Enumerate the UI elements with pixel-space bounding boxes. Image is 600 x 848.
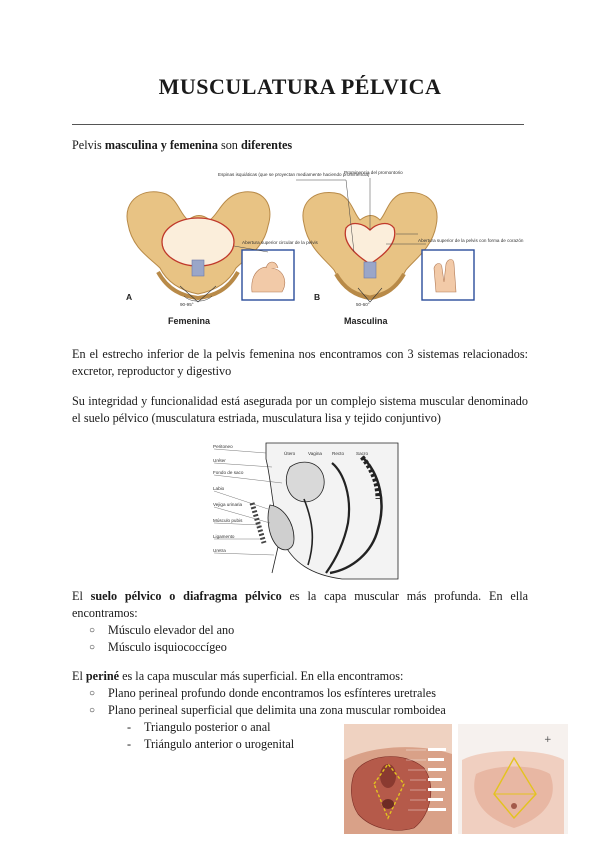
perineum-surface-diagram xyxy=(458,724,568,834)
bullet-symbol: ○ xyxy=(89,705,96,716)
list-item-text: Músculo isquiococcígeo xyxy=(108,640,227,654)
paragraph-integridad: Su integridad y funcionalidad está asegurada por un complejo sistema muscular denominado el suelo pélvico (musculatura estriada, musculatura lisa y tejido conjuntivo) xyxy=(72,394,528,425)
sagittal-section-figure xyxy=(212,443,398,583)
figure-label-b: B xyxy=(314,292,321,302)
pelvis-illustration xyxy=(118,164,524,334)
para3-suffix: es la capa muscular más profunda. En ella encontramos: xyxy=(72,589,528,620)
intro-prefix: Pelvis xyxy=(72,138,105,152)
list-item xyxy=(86,622,506,639)
para4-prefix: El xyxy=(72,669,86,683)
label-ureter: Uréter xyxy=(213,458,226,463)
female-angle-label: 90-95° xyxy=(180,302,194,307)
bullet-symbol: ○ xyxy=(89,688,96,699)
bullet-symbol: ○ xyxy=(89,642,96,653)
male-angle-label: 50-60° xyxy=(356,302,370,307)
label-vejiga: Vejiga urinaria xyxy=(213,502,243,507)
dash-symbol: - xyxy=(127,737,132,751)
label-ligamento: Ligamento xyxy=(213,534,235,539)
list-item-text: Músculo elevador del ano xyxy=(108,623,235,637)
pelvis-comparison-figure xyxy=(118,164,524,334)
sublist-item-text: Triángulo anterior o urogenital xyxy=(144,737,295,751)
sublist-item-text: Triangulo posterior o anal xyxy=(144,720,271,734)
list-item-text: Plano perineal profundo donde encontramos los esfínteres uretrales xyxy=(108,686,436,700)
list-item xyxy=(86,685,506,702)
paragraph-sistemas: En el estrecho inferior de la pelvis femenina nos encontramos con 3 sistemas relacionados: excretor, reproductor y digestivo xyxy=(72,347,528,378)
intro-mid: son xyxy=(217,138,241,152)
list-diafragma xyxy=(86,622,506,656)
label-sacro: Sacro xyxy=(356,451,369,456)
para3-bold: suelo pélvico o diafragma pélvico xyxy=(90,589,282,603)
sagittal-section-illustration xyxy=(212,443,398,583)
para3-prefix: El xyxy=(72,589,91,603)
page-title: MUSCULATURA PÉLVICA xyxy=(158,74,442,99)
female-inlet-note: Abertura superior circular de la pelvis xyxy=(242,240,318,245)
caption-male: Masculina xyxy=(344,316,388,326)
intro-bold-1: masculina y femenina xyxy=(104,138,218,152)
label-uretra: Uretra xyxy=(213,548,226,553)
paragraph-perine xyxy=(72,668,528,685)
intro-bold-2: diferentes xyxy=(240,138,293,152)
promontory-note: Prominencia del promontorio xyxy=(344,170,403,175)
para4-bold: periné xyxy=(85,669,120,683)
perineum-illustration xyxy=(344,724,568,834)
label-musculo-pubis: Músculo pubis xyxy=(213,518,243,523)
label-recto: Recto xyxy=(332,451,345,456)
intro-text xyxy=(72,137,528,154)
spines-note: Espinas isquiáticas (que se proyectan mediamente haciendo prominencia) xyxy=(218,172,370,177)
para4-suffix: es la capa muscular más superficial. En ella encontramos: xyxy=(119,669,404,683)
paragraph-suelo-pelvico xyxy=(72,588,528,622)
perineum-anatomy-photo xyxy=(344,724,452,834)
title-divider xyxy=(72,124,524,125)
bullet-symbol: ○ xyxy=(89,625,96,636)
label-labio: Labio xyxy=(213,486,225,491)
dash-symbol: - xyxy=(127,720,132,734)
label-utero: Útero xyxy=(284,451,296,456)
figure-label-a: A xyxy=(126,292,133,302)
perineum-figure xyxy=(344,724,568,834)
male-hand-inset xyxy=(422,250,474,300)
label-vagina: Vagina xyxy=(308,451,322,456)
caption-female: Femenina xyxy=(168,316,211,326)
svg-text:+: + xyxy=(544,735,552,745)
male-inlet-note: Abertura superior de la pelvis con forma de corazón xyxy=(418,238,524,243)
list-item xyxy=(86,639,506,656)
label-fondo-saco: Fondo de saco xyxy=(213,470,244,475)
list-item-text: Plano perineal superficial que delimita una zona muscular romboidea xyxy=(108,703,446,717)
female-hand-inset xyxy=(242,250,294,300)
label-peritoneo: Peritoneo xyxy=(213,444,233,449)
